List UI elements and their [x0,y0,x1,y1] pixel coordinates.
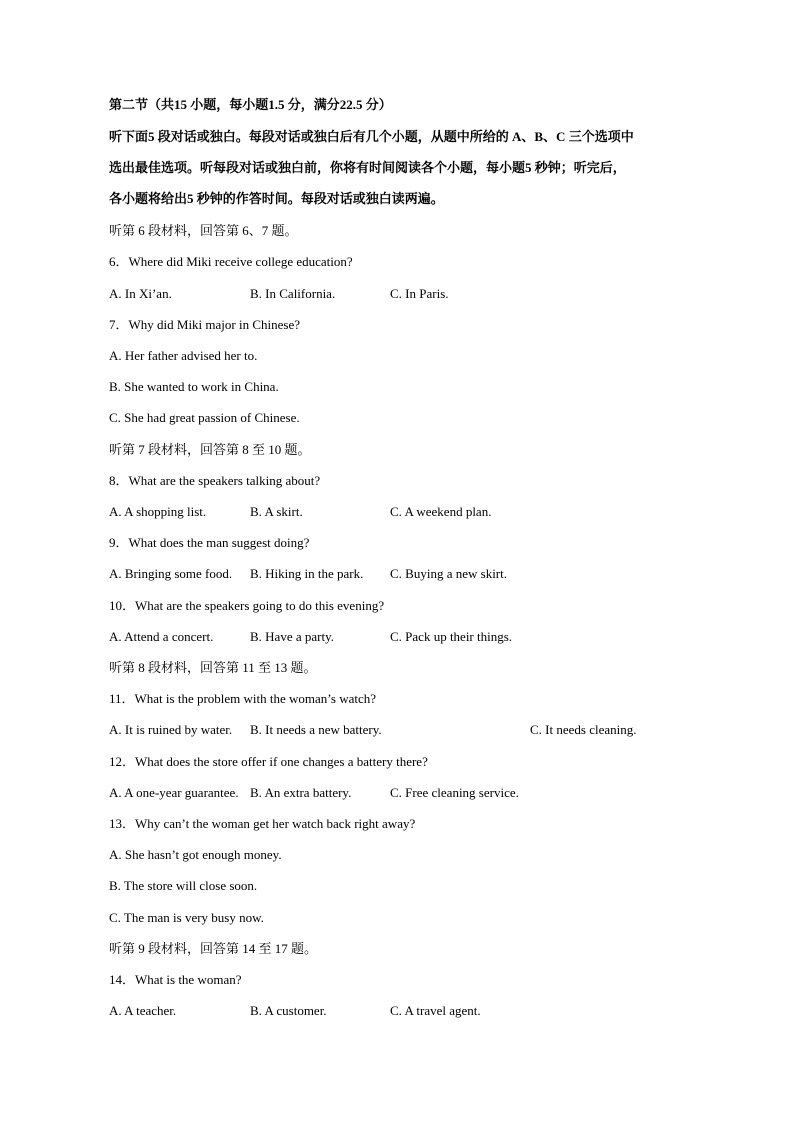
option-13b: B. The store will close soon. [109,878,258,893]
option-10b: B. Have a party. [250,629,334,644]
group-intro-6: 听第 6 段材料，回答第 6、7 题。 [109,223,298,238]
option-10a: A. Attend a concert. [109,629,214,644]
question-stem-11: 11．What is the problem with the woman’s watch? [109,691,377,706]
group-intro-7: 听第 7 段材料，回答第 8 至 10 题。 [109,442,311,457]
option-14b: B. A customer. [250,1003,327,1018]
option-6b: B. In California. [250,286,336,301]
option-13a: A. She hasn’t got enough money. [109,847,282,862]
option-9c: C. Buying a new skirt. [390,566,507,581]
question-stem-13: 13．Why can’t the woman get her watch back right away? [109,816,416,831]
option-10c: C. Pack up their things. [390,629,513,644]
option-7b: B. She wanted to work in China. [109,379,279,394]
group-intro-9: 听第 9 段材料，回答第 14 至 17 题。 [109,941,318,956]
question-stem-9: 9．What does the man suggest doing? [109,535,310,550]
option-12a: A. A one-year guarantee. [109,785,239,800]
option-14a: A. A teacher. [109,1003,177,1018]
option-7c: C. She had great passion of Chinese. [109,410,300,425]
question-stem-12: 12．What does the store offer if one changes a battery there? [109,754,428,769]
option-12b: B. An extra battery. [250,785,352,800]
option-13c: C. The man is very busy now. [109,910,264,925]
question-stem-8: 8．What are the speakers talking about? [109,473,321,488]
instruction-line-2: 选出最佳选项。听每段对话或独白前，你将有时间阅读各个小题，每小题5 秒钟；听完后， [109,160,626,175]
instruction-line-1: 听下面5 段对话或独白。每段对话或独白后有几个小题，从题中所给的 A、B、C 三个选项中 [109,129,634,144]
question-stem-6: 6．Where did Miki receive college education? [109,254,353,269]
option-11b: B. It needs a new battery. [250,722,382,737]
option-14c: C. A travel agent. [390,1003,481,1018]
option-9a: A. Bringing some food. [109,566,233,581]
option-6c: C. In Paris. [390,286,449,301]
question-stem-14: 14．What is the woman? [109,972,242,987]
option-12c: C. Free cleaning service. [390,785,519,800]
option-11c: C. It needs cleaning. [530,722,637,737]
option-11a: A. It is ruined by water. [109,722,233,737]
option-6a: A. In Xi’an. [109,286,172,301]
question-stem-10: 10．What are the speakers going to do this evening? [109,598,385,613]
section-title: 第二节（共15 小题，每小题1.5 分，满分22.5 分） [109,97,392,112]
option-9b: B. Hiking in the park. [250,566,364,581]
group-intro-8: 听第 8 段材料，回答第 11 至 13 题。 [109,660,317,675]
instruction-line-3: 各小题将给出5 秒钟的作答时间。每段对话或独白读两遍。 [109,191,444,206]
option-7a: A. Her father advised her to. [109,348,258,363]
option-8c: C. A weekend plan. [390,504,492,519]
option-8a: A. A shopping list. [109,504,207,519]
question-stem-7: 7．Why did Miki major in Chinese? [109,317,301,332]
option-8b: B. A skirt. [250,504,303,519]
